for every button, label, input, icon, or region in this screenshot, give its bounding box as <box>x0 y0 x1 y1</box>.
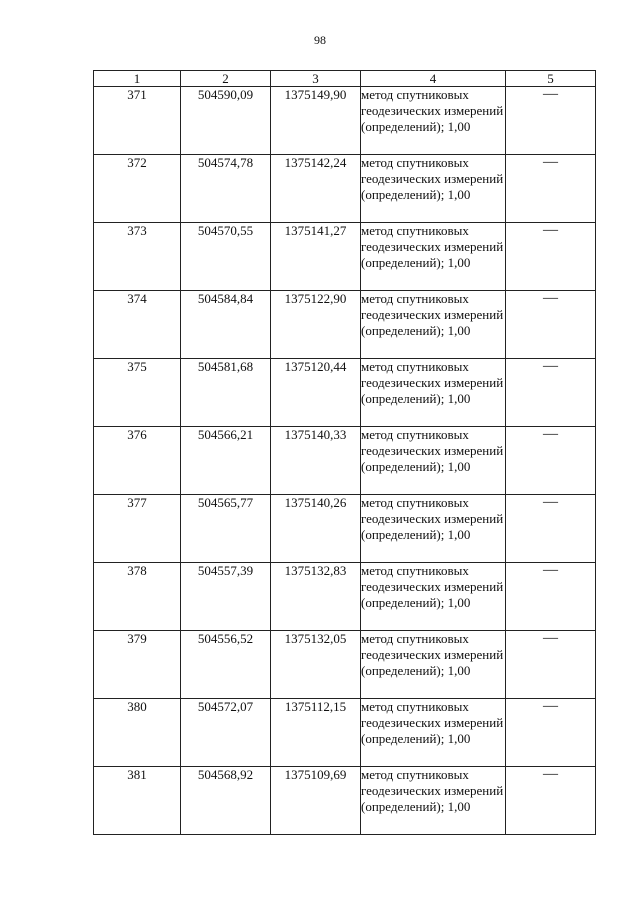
x-coordinate-cell: 504584,84 <box>181 291 271 359</box>
table-row <box>94 767 596 835</box>
table-row <box>94 563 596 631</box>
method-cell: метод спутниковых геодезических измерений (определений); 1,00 <box>361 155 506 223</box>
table-row <box>94 427 596 495</box>
table-body <box>94 87 596 835</box>
note-cell: — <box>506 767 596 835</box>
x-coordinate-cell: 504581,68 <box>181 359 271 427</box>
y-coordinate-cell: 1375132,83 <box>271 563 361 631</box>
x-coordinate-cell: 504566,21 <box>181 427 271 495</box>
method-cell: метод спутниковых геодезических измерений (определений); 1,00 <box>361 427 506 495</box>
column-header-5: 5 <box>506 71 596 87</box>
y-coordinate-cell: 1375141,27 <box>271 223 361 291</box>
table-row <box>94 359 596 427</box>
method-cell: метод спутниковых геодезических измерений (определений); 1,00 <box>361 495 506 563</box>
method-cell: метод спутниковых геодезических измерений (определений); 1,00 <box>361 631 506 699</box>
note-cell: — <box>506 223 596 291</box>
x-coordinate-cell: 504565,77 <box>181 495 271 563</box>
table-row <box>94 87 596 155</box>
y-coordinate-cell: 1375142,24 <box>271 155 361 223</box>
point-number-cell: 380 <box>94 699 181 767</box>
y-coordinate-cell: 1375112,15 <box>271 699 361 767</box>
table-row <box>94 699 596 767</box>
y-coordinate-cell: 1375149,90 <box>271 87 361 155</box>
x-coordinate-cell: 504572,07 <box>181 699 271 767</box>
note-cell: — <box>506 155 596 223</box>
y-coordinate-cell: 1375120,44 <box>271 359 361 427</box>
method-cell: метод спутниковых геодезических измерений (определений); 1,00 <box>361 699 506 767</box>
table-header-row <box>94 71 596 87</box>
note-cell: — <box>506 427 596 495</box>
page-number: 98 <box>314 33 326 47</box>
point-number-cell: 378 <box>94 563 181 631</box>
x-coordinate-cell: 504574,78 <box>181 155 271 223</box>
note-cell: — <box>506 699 596 767</box>
table-row <box>94 155 596 223</box>
point-number-cell: 381 <box>94 767 181 835</box>
note-cell: — <box>506 291 596 359</box>
point-number-cell: 377 <box>94 495 181 563</box>
table-row <box>94 495 596 563</box>
y-coordinate-cell: 1375140,26 <box>271 495 361 563</box>
x-coordinate-cell: 504590,09 <box>181 87 271 155</box>
column-header-2: 2 <box>181 71 271 87</box>
x-coordinate-cell: 504557,39 <box>181 563 271 631</box>
coordinates-table <box>93 70 596 835</box>
point-number-cell: 379 <box>94 631 181 699</box>
note-cell: — <box>506 631 596 699</box>
point-number-cell: 372 <box>94 155 181 223</box>
y-coordinate-cell: 1375132,05 <box>271 631 361 699</box>
y-coordinate-cell: 1375109,69 <box>271 767 361 835</box>
point-number-cell: 376 <box>94 427 181 495</box>
point-number-cell: 373 <box>94 223 181 291</box>
method-cell: метод спутниковых геодезических измерений (определений); 1,00 <box>361 359 506 427</box>
table-row <box>94 631 596 699</box>
table-row <box>94 291 596 359</box>
column-header-3: 3 <box>271 71 361 87</box>
column-header-1: 1 <box>94 71 181 87</box>
x-coordinate-cell: 504568,92 <box>181 767 271 835</box>
method-cell: метод спутниковых геодезических измерений (определений); 1,00 <box>361 767 506 835</box>
note-cell: — <box>506 495 596 563</box>
point-number-cell: 374 <box>94 291 181 359</box>
faint-scan-artifact <box>320 893 620 899</box>
point-number-cell: 371 <box>94 87 181 155</box>
x-coordinate-cell: 504556,52 <box>181 631 271 699</box>
table-row <box>94 223 596 291</box>
y-coordinate-cell: 1375122,90 <box>271 291 361 359</box>
method-cell: метод спутниковых геодезических измерений (определений); 1,00 <box>361 223 506 291</box>
method-cell: метод спутниковых геодезических измерений (определений); 1,00 <box>361 563 506 631</box>
y-coordinate-cell: 1375140,33 <box>271 427 361 495</box>
column-header-4: 4 <box>361 71 506 87</box>
note-cell: — <box>506 359 596 427</box>
method-cell: метод спутниковых геодезических измерений (определений); 1,00 <box>361 87 506 155</box>
point-number-cell: 375 <box>94 359 181 427</box>
x-coordinate-cell: 504570,55 <box>181 223 271 291</box>
note-cell: — <box>506 563 596 631</box>
note-cell: — <box>506 87 596 155</box>
method-cell: метод спутниковых геодезических измерений (определений); 1,00 <box>361 291 506 359</box>
